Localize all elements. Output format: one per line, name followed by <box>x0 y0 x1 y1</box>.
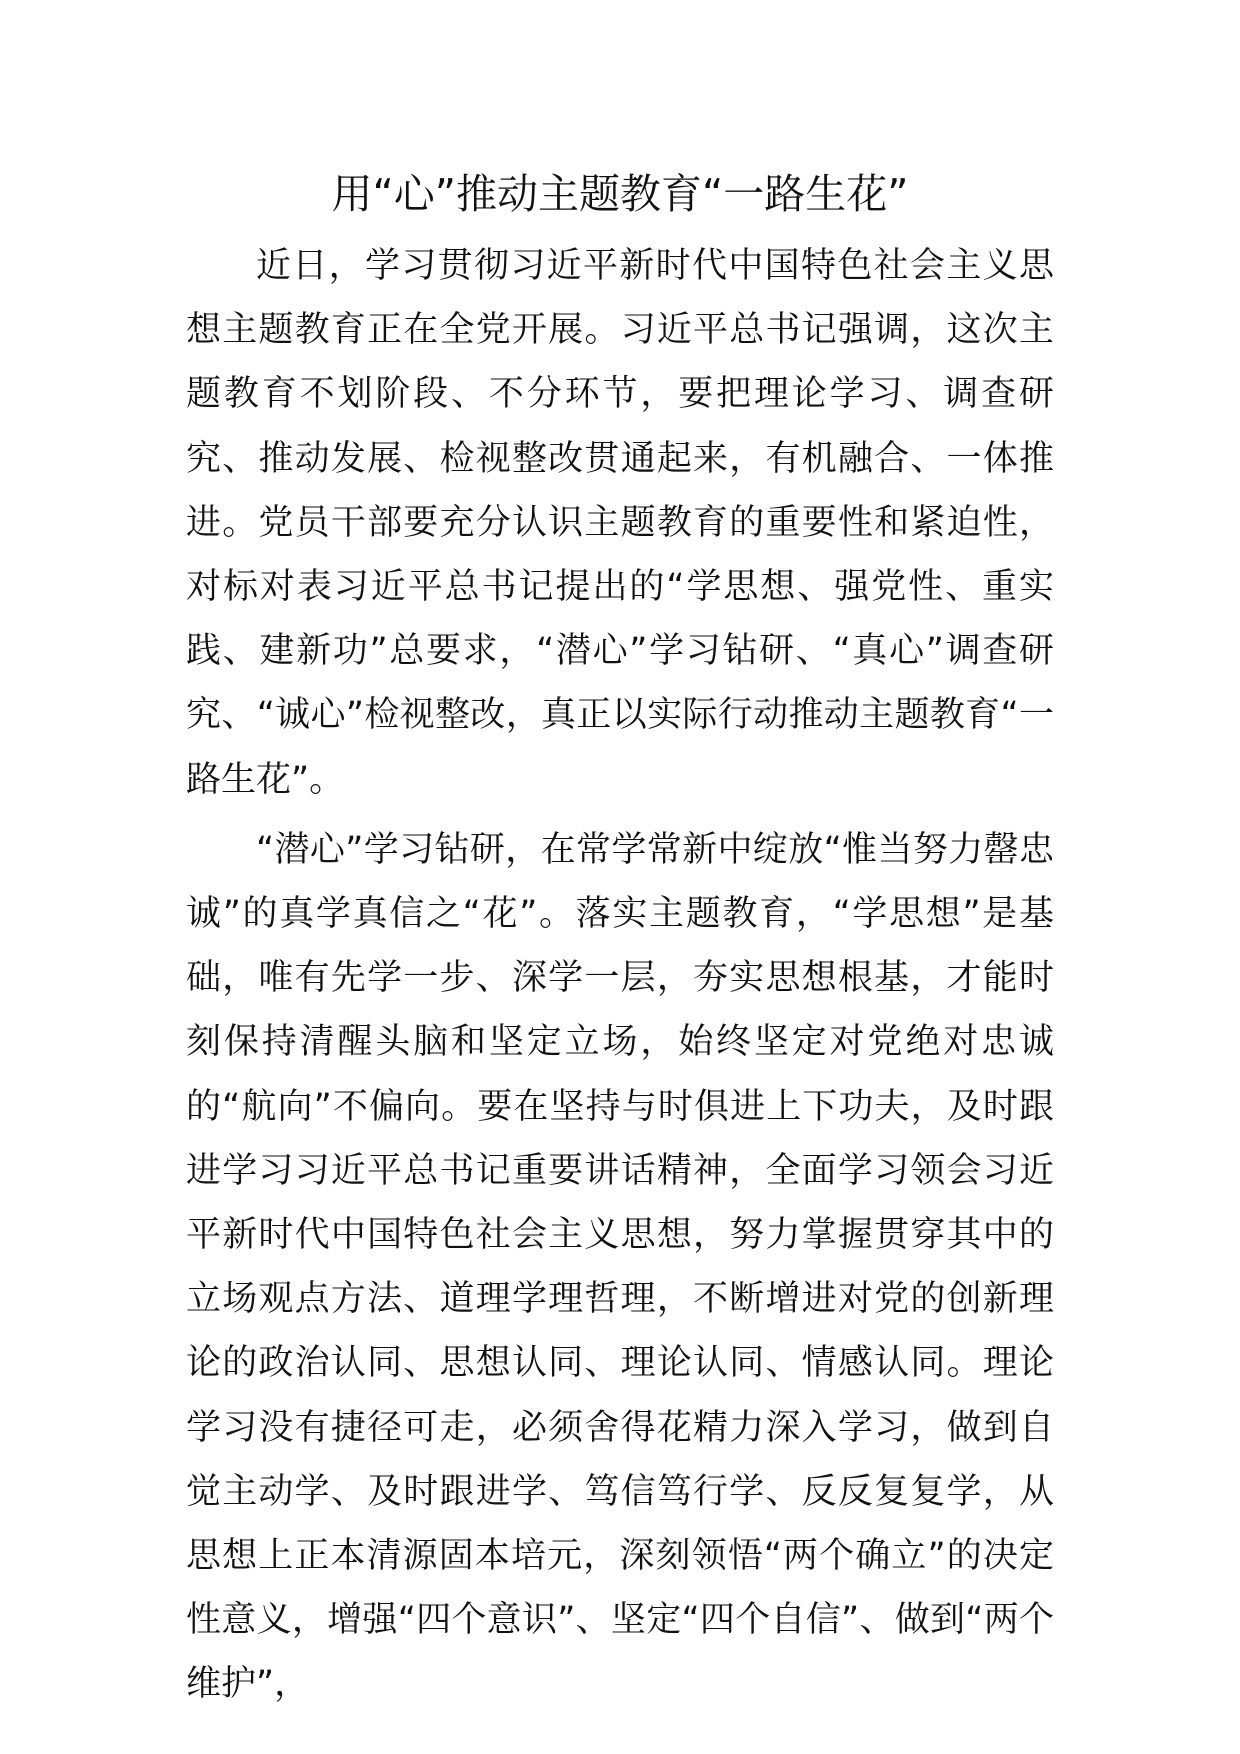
document-title: 用“心”推动主题教育“一路生花” <box>331 170 909 218</box>
paragraph: 近日，学习贯彻习近平新时代中国特色社会主义思想主题教育正在全党开展。习近平总书记强调，这次主题教育不划阶段、不分环节，要把理论学习、调查研究、推动发展、检视整改贯通起来，有机融合、一体推进。党员干部要充分认识主题教育的重要性和紧迫性，对标对表习近平总书记提出的“学思想、强党性、重实践、建新功”总要求，“潜心”学习钻研、“真心”调查研究、“诚心”检视整改，真正以实际行动推动主题教育“一路生花”。 <box>186 246 1054 800</box>
paragraph: “潜心”学习钻研，在常学常新中绽放“惟当努力罄忠诚”的真学真信之“花”。落实主题教育，“学思想”是基础，唯有先学一步、深学一层，夯实思想根基，才能时刻保持清醒头脑和坚定立场，始终坚定对党绝对忠诚的“航向”不偏向。要在坚持与时俱进上下功夫，及时跟进学习习近平总书记重要讲话精神，全面学习领会习近平新时代中国特色社会主义思想，努力掌握贯穿其中的立场观点方法、道理学理哲理，不断增进对党的创新理论的政治认同、思想认同、理论认同、情感认同。理论学习没有捷径可走，必须舍得花精力深入学习，做到自觉主动学、及时跟进学、笃信笃行学、反反复复学，从思想上正本清源固本培元，深刻领悟“两个确立”的决定性意义，增强“四个意识”、坚定“四个自信”、做到“两个维护”， <box>186 829 1054 1705</box>
document-body <box>186 234 1054 1717</box>
